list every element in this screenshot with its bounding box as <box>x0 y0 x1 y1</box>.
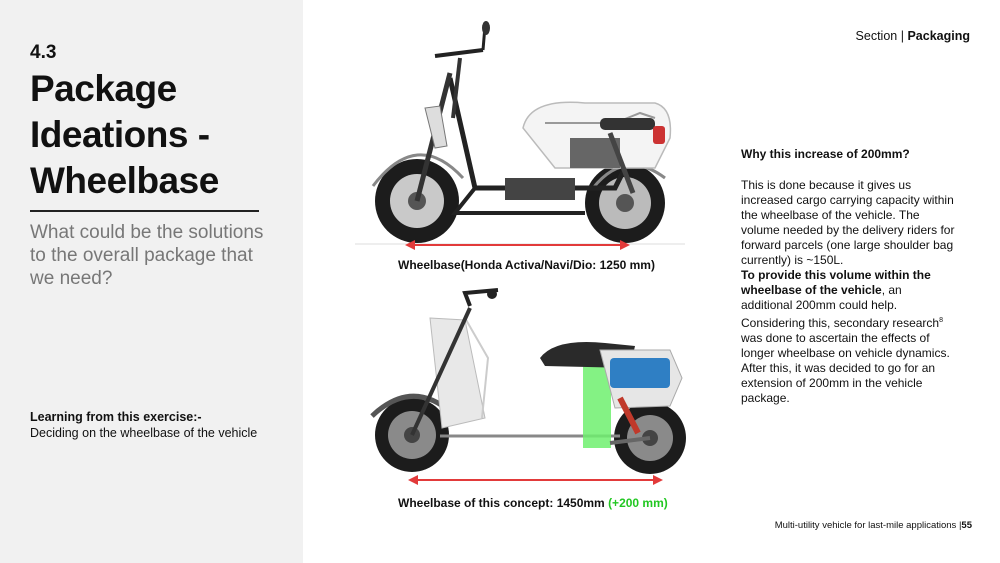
side-paragraph-1: This is done because it gives us increased cargo carrying capacity within the wheelbase of the vehicle. The volume needed by the delivery riders for forward parcels (one large shoulder bag currently) is ~150L. <box>741 178 955 267</box>
title-line: Package <box>30 68 177 109</box>
section-number: 4.3 <box>30 42 57 63</box>
side-paragraph-2-bold: To provide this volume within the wheelbase of the vehicle <box>741 268 931 297</box>
side-paragraph-2-tail: was done to ascertain the effects of longer wheelbase on vehicle dynamics. <box>741 331 950 360</box>
subtitle <box>30 221 270 290</box>
section-separator: | <box>900 29 904 43</box>
caption-bottom-highlight: (+200 mm) <box>608 496 668 510</box>
section-value: Packaging <box>907 29 970 43</box>
title-line: Wheelbase <box>30 160 219 201</box>
learning-heading: Learning from this exercise:- <box>30 410 202 424</box>
learning-text: Deciding on the wheelbase of the vehicle <box>30 426 258 440</box>
footer-text: Multi-utility vehicle for last-mile applications <box>774 520 957 531</box>
title-divider <box>30 210 259 212</box>
footnote-ref: 8 <box>939 317 944 324</box>
scooter-top-illustration <box>355 18 685 253</box>
page-number: 55 <box>961 520 972 531</box>
side-paragraph-2-rest: , an additional 200mm could help. Considering this, secondary research <box>741 283 940 330</box>
subtitle-line: we need? <box>30 268 113 289</box>
footer-separator: | <box>958 520 962 531</box>
wheelbase-arrow-top <box>405 239 630 251</box>
title-line: Ideations - <box>30 114 210 155</box>
caption-top: Wheelbase(Honda Activa/Navi/Dio: 1250 mm) <box>398 258 655 272</box>
caption-bottom <box>398 496 668 510</box>
page-title <box>30 66 219 204</box>
wheelbase-arrow-bottom <box>408 474 663 486</box>
section-tag <box>856 29 970 43</box>
subtitle-line: to the overall package that <box>30 245 253 266</box>
section-label: Section <box>855 29 898 43</box>
caption-bottom-text: Wheelbase of this concept: 1450mm <box>398 496 609 510</box>
subtitle-line: What could be the solutions <box>30 222 264 243</box>
scooter-concept-illustration <box>370 288 690 483</box>
side-heading: Why this increase of 200mm? <box>741 147 910 161</box>
footer <box>775 520 972 531</box>
side-paragraph-2 <box>741 268 956 361</box>
side-body <box>741 178 956 406</box>
side-paragraph-3: After this, it was decided to go for an extension of 200mm in the vehicle package. <box>741 361 936 405</box>
